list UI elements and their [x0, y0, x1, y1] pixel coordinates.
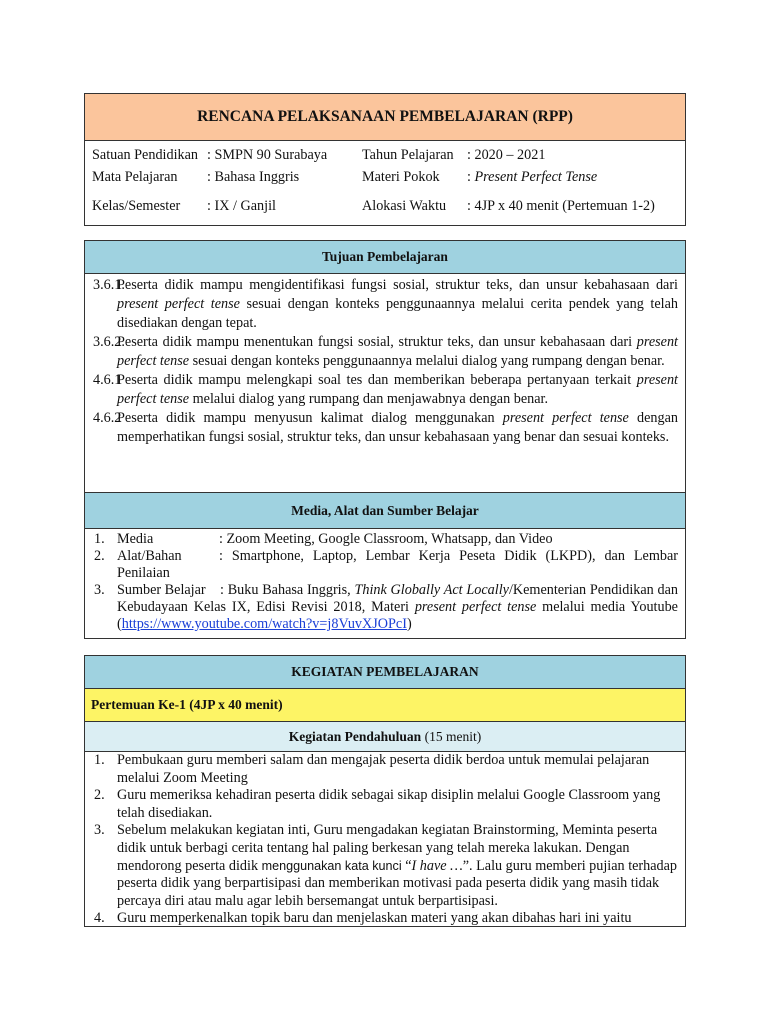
- rpp-header-box: [84, 93, 686, 226]
- pertemuan-row: Pertemuan Ke-1 (4JP x 40 menit): [85, 689, 685, 722]
- media-list: [85, 529, 685, 633]
- materi-pokok-label: Materi Pokok: [362, 169, 440, 185]
- tujuan-item: 4.6.2 Peserta didik mampu menyusun kalimat dialog menggunakan present perfect tense dengan memperhatikan fungsi sosial, struktur teks, dan unsur kebahasaan yang benar dan sesuai konteks.: [93, 410, 678, 445]
- media-item: 1. Media : Zoom Meeting, Google Classroom, Whatsapp, dan Video: [94, 531, 553, 547]
- satuan-pendidikan-value: : SMPN 90 Surabaya: [207, 147, 328, 163]
- mata-pelajaran-value: : Bahasa Inggris: [207, 169, 300, 185]
- tujuan-item: 3.6.1. Peserta didik mampu mengidentifikasi fungsi sosial, struktur teks, dan unsur kebahasaan dari present perfect tense sesuai dengan konteks penggunaannya melalui cerita pendek yang telah disediakan dengan tepat.: [93, 277, 678, 331]
- kegiatan-title: KEGIATAN PEMBELAJARAN: [85, 656, 685, 689]
- kegiatan-item: 1. Pembukaan guru memberi salam dan mengajak peserta didik berdoa untuk memulai pelajaran melalui Zoom Meeting: [94, 752, 650, 786]
- kegiatan-list: [85, 752, 685, 928]
- youtube-link[interactable]: https://www.youtube.com/watch?v=j8VuvXJOPcI: [121, 616, 407, 632]
- kegiatan-item: 4. Guru memperkenalkan topik baru dan menjelaskan materi yang akan dibahas hari ini yaitu: [94, 910, 632, 927]
- media-item: 3. Sumber Belajar : Buku Bahasa Inggris, Think Globally Act Locally/Kementerian Pendidikan dan Kebudayaan Kelas IX, Edisi Revisi 2018, Materi present perfect tense melalui media Youtube (https://www.youtube.com/watch?v=j8VuvXJOPcI): [94, 582, 678, 632]
- kegiatan-item: 3. Sebelum melakukan kegiatan inti, Guru mengadakan kegiatan Brainstorming, Meminta peserta didik untuk berbagi cerita tentang hal paling berkesan yang telah mereka lakukan. Dengan mendorong peserta didik menggunakan kata kunci “I have …”. Lalu guru memberi pujian terhadap peserta didik yang berpartisipasi dan memberikan motivasi pada peserta didik yang masih tidak percaya diri atau malu agar lebih bersemangat untuk berpartisipasi.: [94, 822, 678, 909]
- tujuan-media-box: [84, 240, 686, 639]
- tahun-pelajaran-value: : 2020 – 2021: [467, 147, 546, 163]
- mata-pelajaran-label: Mata Pelajaran: [92, 169, 178, 185]
- kelas-semester-label: Kelas/Semester: [92, 198, 181, 214]
- media-item: 2. Alat/Bahan : Smartphone, Laptop, Lembar Kerja Peseta Didik (LKPD), dan Lembar Penilaian: [94, 548, 678, 581]
- media-title: Media, Alat dan Sumber Belajar: [85, 493, 685, 529]
- tujuan-title: Tujuan Pembelajaran: [85, 241, 685, 274]
- kegiatan-item: 2. Guru memeriksa kehadiran peserta didik sebagai sikap disiplin melalui Google Classroom yang telah disediakan.: [94, 787, 661, 821]
- tujuan-list: [85, 274, 685, 493]
- materi-pokok-value: : Present Perfect Tense: [467, 169, 598, 185]
- rpp-title: RENCANA PELAKSANAAN PEMBELAJARAN (RPP): [85, 94, 685, 141]
- pendahuluan-row: Kegiatan Pendahuluan (15 menit): [85, 722, 685, 752]
- kelas-semester-value: : IX / Ganjil: [207, 198, 276, 214]
- satuan-pendidikan-label: Satuan Pendidikan: [92, 147, 198, 163]
- tujuan-item: 3.6.2. Peserta didik mampu menentukan fungsi sosial, struktur teks, dan unsur kebahasaan dari present perfect tense sesuai dengan konteks penggunaannya melalui dialog yang rumpang dengan benar.: [93, 334, 678, 369]
- alokasi-waktu-value: : 4JP x 40 menit (Pertemuan 1-2): [467, 198, 655, 214]
- alokasi-waktu-label: Alokasi Waktu: [362, 198, 447, 214]
- tahun-pelajaran-label: Tahun Pelajaran: [362, 147, 454, 163]
- kegiatan-box: [84, 655, 686, 927]
- tujuan-item: 4.6.1 Peserta didik mampu melengkapi soal tes dan memberikan beberapa pertanyaan terkait present perfect tense melalui dialog yang rumpang dan menjawabnya dengan benar.: [93, 372, 678, 407]
